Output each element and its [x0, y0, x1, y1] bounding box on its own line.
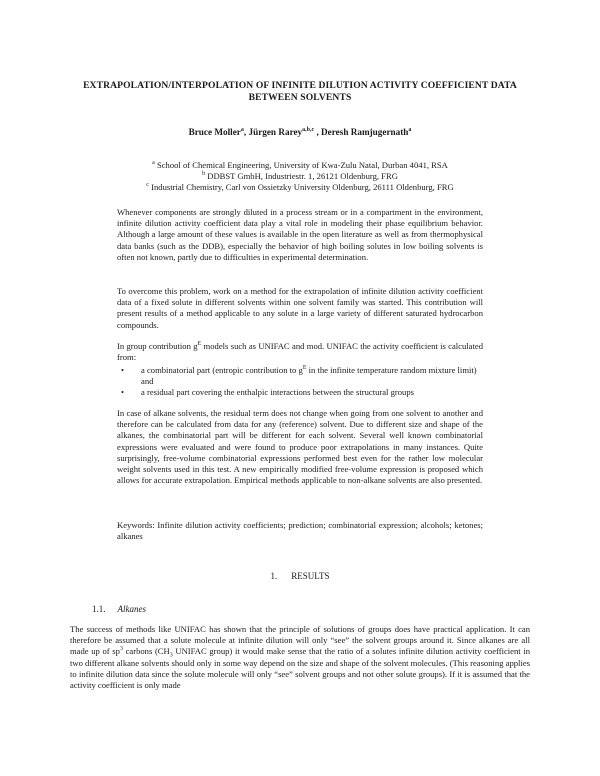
author-affil-marker: a — [408, 126, 412, 133]
affil-marker: a — [152, 160, 155, 167]
affiliation-c — [70, 182, 530, 193]
text-run: models such as UNIFAC and mod. UNIFAC the activity coefficient is calculated from: — [117, 341, 483, 363]
affiliation-a — [70, 160, 530, 171]
affil-text: Industrial Chemistry, Carl von Ossietzky University Oldenburg, 26111 Oldenburg, FRG — [151, 182, 454, 192]
abstract-paragraph-4 — [117, 408, 483, 486]
paragraph-text — [70, 624, 530, 691]
author-name: Bruce Moller — [188, 127, 241, 137]
section-title: RESULTS — [291, 571, 330, 581]
author-2 — [248, 127, 321, 137]
superscript: E — [302, 365, 307, 372]
author-list — [70, 126, 530, 138]
text-run: The success of methods like UNIFAC has shown that the principle of solutions of groups does have practical application. It can therefore be assumed that a solute molecule at infinite dilution will only “see” the solvent groups around it. Since alkanes are all made up of sp — [70, 624, 530, 657]
section-heading — [70, 570, 530, 582]
text-run: a combinatorial part (entropic contribution to g — [141, 365, 303, 375]
author-affil-marker: a — [240, 126, 244, 133]
affil-text: DDBST GmbH, Industriestr. 1, 26121 Oldenburg, FRG — [207, 171, 398, 181]
body-paragraph — [70, 624, 530, 691]
subsection-heading — [92, 603, 146, 615]
affil-marker: c — [146, 182, 149, 189]
abstract-paragraph-3 — [117, 341, 483, 363]
subsection-title: Alkanes — [117, 604, 146, 614]
bullet-item — [117, 365, 483, 387]
author-affil-marker: a,b,c — [302, 126, 315, 133]
text-run: UNIFAC group) it would make sense that the ratio of a solutes infinite dilution activity coefficient in two different alkane solvents should only in some way depend on the size and shape of the solvent molecules. (This reasoning applies to infinite dilution data since the solute molecule will only “see” solvent groups and not other solute groups). If it is assumed that the activity coefficient is only made — [70, 646, 530, 691]
paper-title: EXTRAPOLATION/INTERPOLATION OF INFINITE DILUTION ACTIVITY COEFFICIENT DATA BETWEEN SOLVENTS — [83, 80, 517, 103]
paragraph-text: Whenever components are strongly diluted in a process stream or in a compartment in the environment, infinite dilution activity coefficient data play a vital role in modeling their phase equilibrium behavior. Although a large amount of these values is available in the open literature as well as from thermophysical data banks (such as the DDB), especially the behavior of high boiling solutes in low boiling solvents is often not known, partly due to difficulties in experimental determination. — [117, 207, 483, 262]
subsection-number: 1.1. — [92, 604, 106, 614]
paragraph-text — [117, 341, 483, 363]
author-separator: , — [314, 127, 322, 137]
text-run: In group contribution g — [117, 341, 198, 351]
affiliation-b — [70, 171, 530, 182]
paragraph-text: In case of alkane solvents, the residual term does not change when going from one solvent to another and therefore can be calculated from data for any (reference) solvent. Due to different size and shape of the alkanes, the combinatorial part will be different for each solvent. Several well known combinatorial expressions were evaluated and were found to produce poor extrapolations in many instances. Quite surprisingly, free-volume combinatorial expressions performed best even for the rather low molecular weight solvents used in this test. A new empirically modified free-volume expression is proposed which allows for accurate extrapolation. Empirical methods applicable to non-alkane solvents are also presented. — [117, 408, 483, 486]
bullet-icon: • — [121, 365, 125, 375]
bullet-list — [117, 365, 483, 399]
author-separator: , — [243, 127, 249, 137]
abstract-paragraph-1 — [117, 207, 483, 263]
keywords — [117, 520, 483, 542]
bullet-item — [117, 387, 483, 398]
author-1 — [189, 127, 249, 137]
author-3 — [321, 127, 411, 137]
affil-text: School of Chemical Engineering, University of Kwa-Zulu Natal, Durban 4041, RSA — [156, 160, 448, 170]
affiliations — [70, 160, 530, 193]
superscript: 3 — [119, 646, 123, 653]
abstract-paragraph-2 — [117, 286, 483, 331]
bullet-icon: • — [121, 387, 125, 398]
section-number: 1. — [270, 571, 278, 581]
superscript: E — [197, 341, 202, 348]
author-name: Deresh Ramjugernath — [321, 127, 409, 137]
author-name: Jürgen Rarey — [248, 127, 303, 137]
keywords-text: Keywords: Infinite dilution activity coefficients; prediction; combinatorial expression; alcohols; ketones; alkanes — [117, 520, 483, 542]
text-run: carbons (CH — [122, 646, 170, 657]
text-run: in the infinite temperature random mixture limit) and — [141, 365, 477, 387]
affil-marker: b — [202, 171, 206, 178]
subscript: 3 — [169, 653, 173, 660]
text-run: a residual part covering the enthalpic interactions between the structural groups — [141, 387, 414, 398]
paragraph-text: To overcome this problem, work on a method for the extrapolation of infinite dilution activity coefficient data of a fixed solute in different solvents within one solvent family was started. This contribution will present results of a method applicable to any solute in a large variety of different saturated hydrocarbon compounds. — [117, 286, 483, 330]
